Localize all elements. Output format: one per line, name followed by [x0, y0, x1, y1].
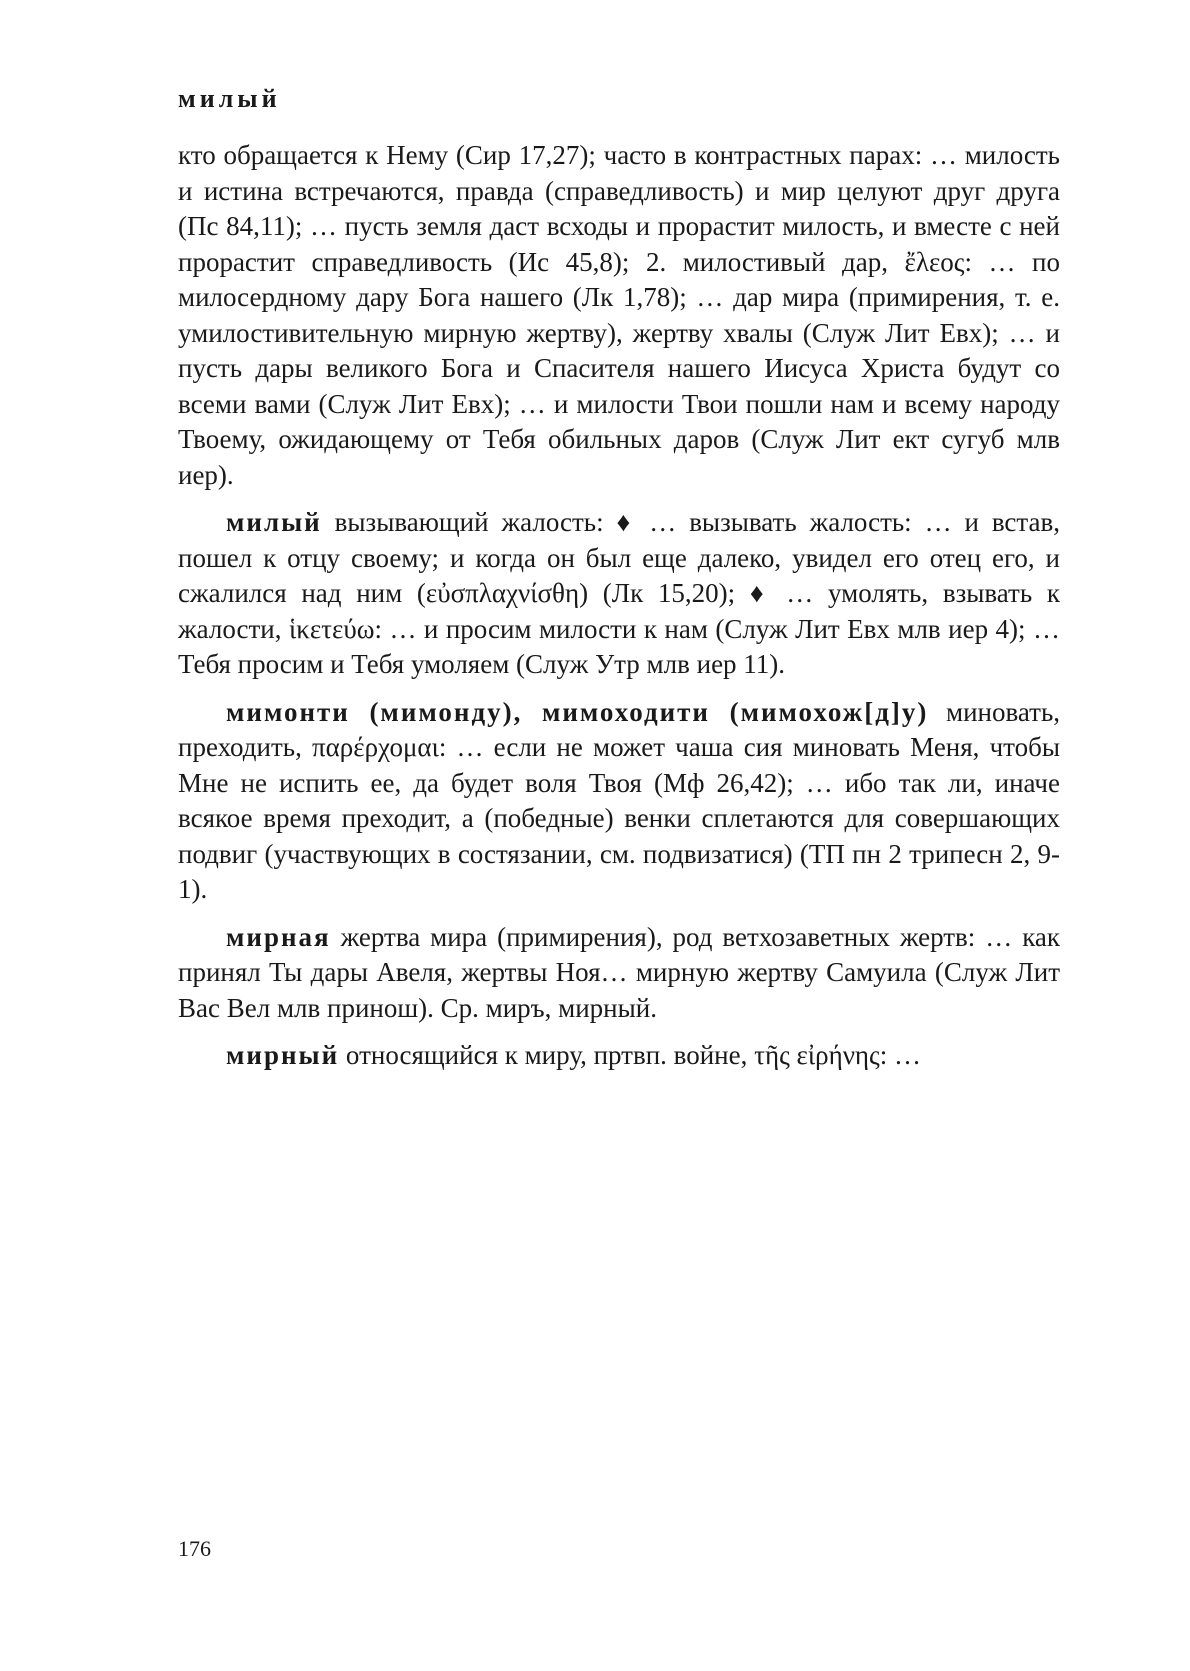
- entry-milyi: [178, 505, 1060, 683]
- entry-text: кто обращается к Нему (Сир 17,27); часто в контрастных парах: … милость и истина встречаются, правда (справедливость) и мир целуют друг друга (Пс 84,11); … пусть земля даст всходы и прорастит милость, и вместе с ней прорастит справедливость (Ис 45,8); 2. милостивый дар, ἔλεος: … по милосердному дару Бога нашего (Лк 1,78); … дар мира (примирения, т. е. умилостивительную мирную жертву), жертву хвалы (Служ Лит Евх); … и пусть дары великого Бога и Спасителя нашего Иисуса Христа будут со всеми вами (Служ Лит Евх); … и милости Твои пошли нам и всему народу Твоему, ожидающему от Тебя обильных даров (Служ Лит ект сугуб млв иер).: [178, 140, 1060, 490]
- entry-mimonti: [178, 695, 1060, 908]
- entry-headword: мирная: [226, 921, 331, 952]
- entry-text: жертва мира (примирения), род ветхозаветных жертв: … как принял Ты дары Авеля, жертвы Ноя… мирную жертву Самуила (Служ Лит Вас Вел млв принош). Ср. миръ, мирный.: [178, 921, 1061, 1023]
- entry-headword: милый: [226, 507, 322, 537]
- entry-text: вызывающий жалость: ♦ … вызывать жалость: … и встав, пошел к отцу своему; и когда он был еще далеко, увидел его отец его, и сжалился над ним (εὐσπλαχνίσθη) (Лк 15,20); ♦ … умолять, взывать к жалости, ἱκετεύω: … и просим милости к нам (Служ Лит Евх млв иер 4); … Тебя просим и Тебя умоляем (Служ Утр млв иер 11).: [178, 507, 1061, 679]
- entry-mirnyi: [178, 1038, 1060, 1074]
- entry-continuation: [178, 138, 1060, 493]
- entry-headword: мирный: [226, 1040, 340, 1070]
- running-head: милый: [178, 84, 281, 113]
- page-number: 176: [178, 1536, 211, 1561]
- page-body: [178, 138, 1060, 1086]
- entry-text: относящийся к миру, пртвп. войне, τῆς εἰρήνης: …: [345, 1040, 921, 1070]
- entry-text: миновать, преходить, παρέρχομαι: … если не может чаша сия миновать Меня, чтобы Мне не испить ее, да будет воля Твоя (Мф 26,42); … ибо так ли, иначе всякое время преходит, а (победные) венки сплетаются для совершающих подвиг (участвующих в состязании, см. подвизатися) (ТП пн 2 трипесн 2, 9-1).: [178, 696, 1061, 904]
- entry-mirnaya: [178, 920, 1060, 1027]
- entry-headword: мимонти (мимонду), мимоходити (мимохож[д]у): [226, 696, 929, 727]
